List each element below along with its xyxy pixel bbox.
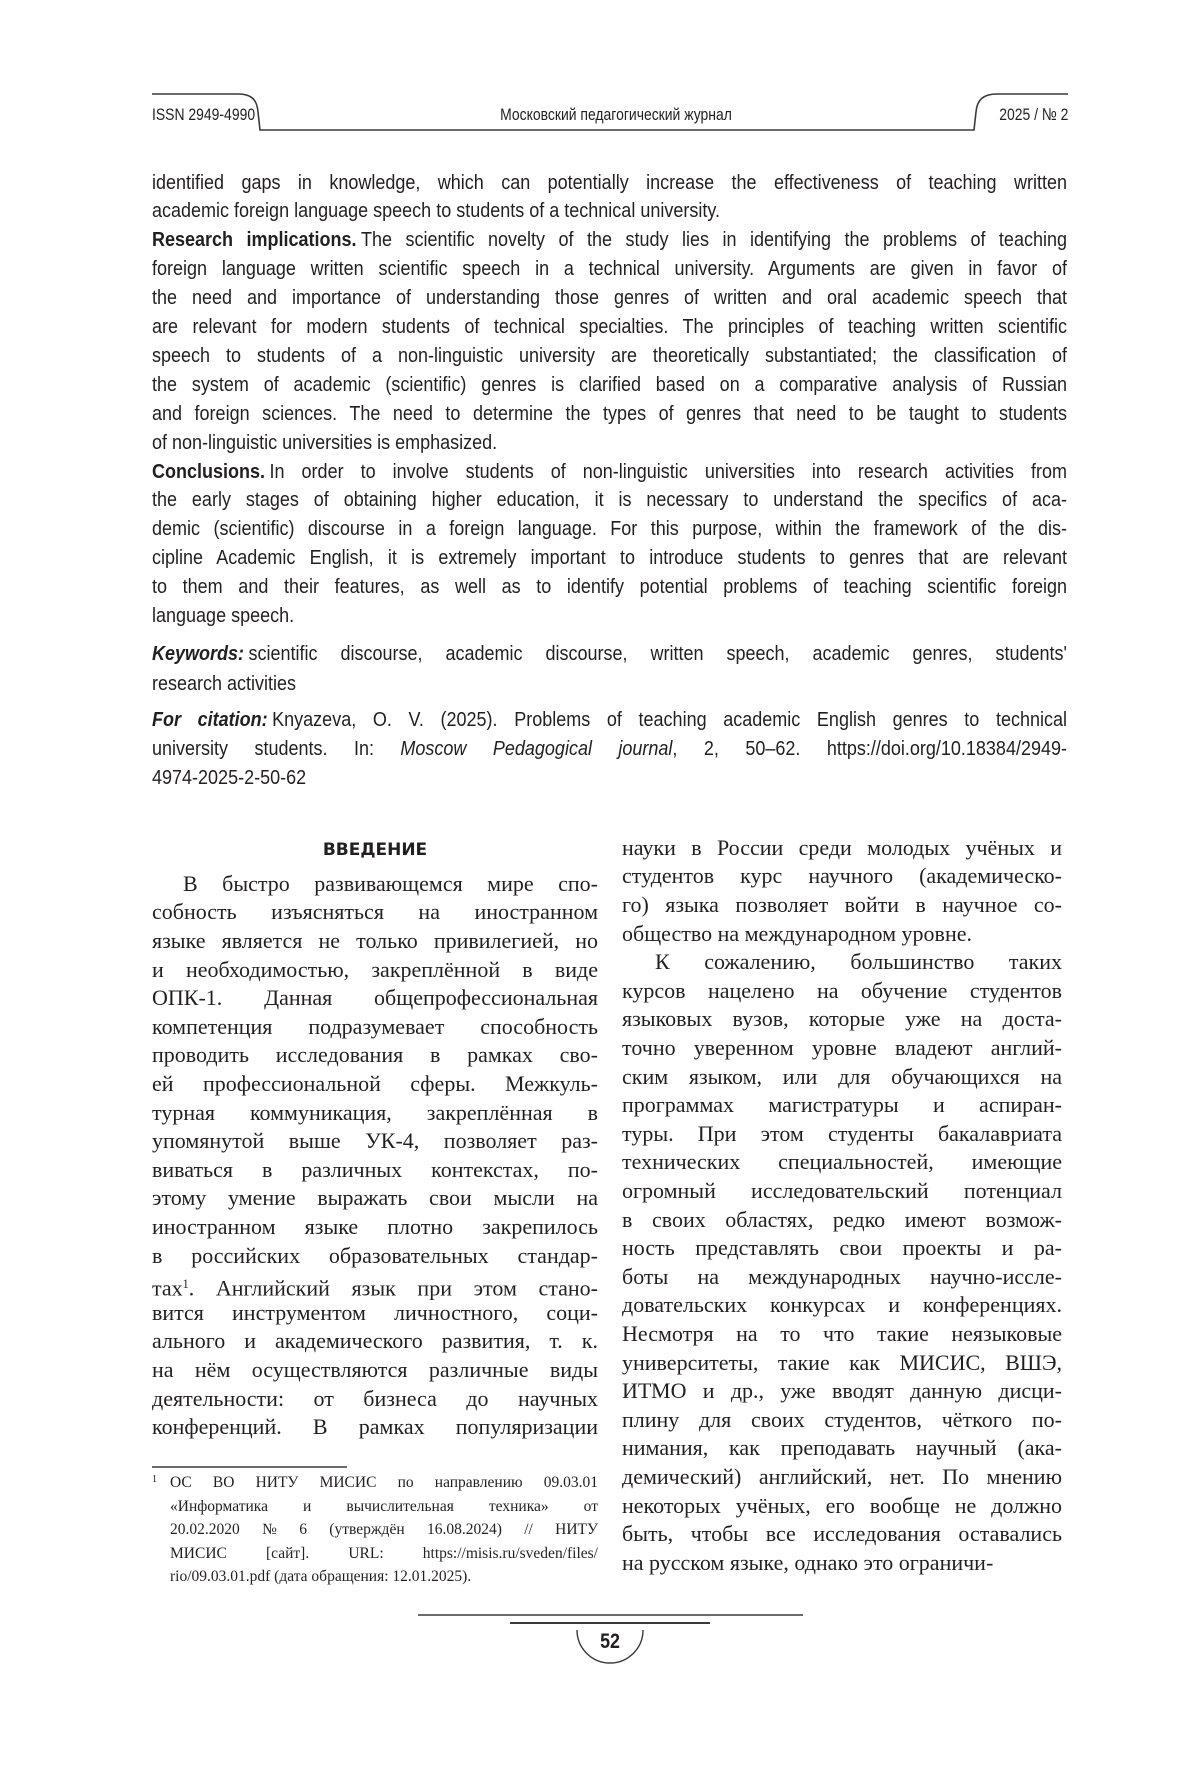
line-content	[152, 1013, 598, 1042]
line-content	[152, 255, 1067, 284]
text-line	[152, 371, 1169, 400]
line-content	[622, 891, 1062, 920]
page-number: 52	[568, 1629, 653, 1655]
line-content	[170, 1542, 598, 1566]
line-text: 4974-2025-2-50-62	[152, 767, 306, 789]
text-line	[152, 429, 536, 458]
line-text: и необходимостью, закреплённой в виде	[152, 957, 598, 982]
line-text: на русском языке, однако это ограничи-	[622, 1550, 993, 1575]
text-line	[622, 1234, 1062, 1263]
line-text: в своих областях, редко имеют возмож-	[622, 1207, 1062, 1232]
text-line	[622, 977, 1062, 1006]
line-content	[622, 1520, 1062, 1549]
text-line	[152, 1413, 598, 1442]
line-content	[152, 1242, 598, 1271]
text-line	[622, 1520, 1062, 1549]
line-text: этому умение выражать свои мысли на	[152, 1185, 598, 1210]
line-text: and foreign sciences. The need to determine the types of genres that need to be taught to students	[152, 403, 1067, 425]
line-content	[152, 515, 1067, 544]
text-line	[622, 1034, 1062, 1063]
line-content	[152, 313, 1067, 342]
text-line	[170, 1518, 598, 1542]
text-line	[170, 1565, 471, 1589]
line-content	[152, 573, 1067, 602]
text-line	[152, 169, 1169, 198]
text-line	[152, 640, 1169, 670]
line-content	[152, 1070, 598, 1099]
text-line	[622, 1377, 1062, 1406]
line-text: точно уверенном уровне владеют англий-	[622, 1035, 1062, 1060]
text-line	[152, 197, 783, 226]
line-text: нимания, как преподавать научный (ака-	[622, 1435, 1062, 1460]
line-content	[622, 1434, 1062, 1463]
line-text: ность представлять свои проекты и ра-	[622, 1235, 1062, 1260]
line-content	[152, 898, 598, 927]
line-text: на нём осуществляются различные виды	[152, 1357, 598, 1382]
text-line	[622, 1549, 993, 1578]
line-content	[622, 1206, 1062, 1235]
text-line	[152, 342, 1169, 371]
text-line	[622, 1005, 1062, 1034]
line-content	[622, 1291, 1062, 1320]
line-text: the early stages of obtaining higher education, it is necessary to understand the specifics of aca-	[152, 489, 1067, 511]
line-text: программах магистратуры и аспиран-	[622, 1092, 1062, 1117]
line-content	[622, 1406, 1062, 1435]
line-content	[152, 371, 1067, 400]
text-line	[152, 706, 1169, 735]
line-text: огромный исследовательский потенциал	[622, 1178, 1062, 1203]
line-segment: . Английский язык при этом стано-	[189, 1275, 598, 1300]
text-line	[622, 1263, 1062, 1292]
text-line	[152, 255, 1169, 284]
text-line	[152, 458, 1169, 487]
line-content	[622, 862, 1062, 891]
line-text: ИТМО и др., уже вводят данную дисци-	[622, 1378, 1062, 1403]
text-line	[152, 1385, 598, 1414]
text-line	[152, 670, 312, 700]
text-line	[170, 1495, 598, 1519]
text-line	[152, 544, 1169, 573]
line-text: 20.02.2020 № 6 (утверждён 16.08.2024) // НИТУ	[170, 1521, 598, 1538]
text-line	[152, 602, 310, 631]
text-line	[152, 313, 1169, 342]
line-content	[152, 1041, 598, 1070]
text-line	[622, 1492, 1062, 1521]
line-content	[622, 1148, 1062, 1177]
text-line	[622, 920, 972, 949]
line-text: В быстро развивающемся мире спо-	[183, 871, 598, 896]
line-text: иностранном языке плотно закрепилось	[152, 1214, 598, 1239]
line-content	[152, 1327, 598, 1356]
issn-label: ISSN 2949-4990	[152, 104, 255, 126]
line-content	[622, 1320, 1062, 1349]
line-content	[152, 1184, 598, 1213]
text-line	[152, 927, 598, 956]
text-line	[152, 573, 1169, 602]
text-line	[152, 1070, 598, 1099]
line-text: демический) английский, нет. По мнению	[622, 1464, 1062, 1489]
text-line	[170, 1542, 598, 1566]
line-text: ального и академического развития, т. к.	[152, 1328, 598, 1353]
text-line	[152, 1270, 598, 1299]
line-content	[152, 1127, 598, 1156]
text-line	[152, 486, 1169, 515]
line-content	[655, 948, 1062, 977]
text-line	[152, 400, 1169, 429]
line-content	[152, 1213, 598, 1242]
text-line	[152, 1156, 598, 1185]
text-line	[152, 1127, 598, 1156]
line-content	[152, 226, 1067, 255]
line-text: виваться в различных контекстах, по-	[152, 1157, 598, 1182]
line-content	[152, 1099, 598, 1128]
line-content	[152, 735, 1067, 764]
line-content	[622, 977, 1062, 1006]
line-text: of non-linguistic universities is emphasized.	[152, 432, 497, 454]
line-text: the system of academic (scientific) genres is clarified based on a comparative analysis of Russian	[152, 374, 1067, 396]
footnote-number: 1	[152, 1474, 157, 1485]
line-content	[622, 834, 1062, 863]
line-text: туры. При этом студенты бакалавриата	[622, 1121, 1062, 1146]
journal-name: Moscow Pedagogical journal	[400, 738, 672, 760]
line-content	[622, 1063, 1062, 1092]
line-content	[622, 1377, 1062, 1406]
line-content	[622, 1263, 1062, 1292]
text-line	[622, 1406, 1062, 1435]
line-text: науки в России среди молодых учёных и	[622, 835, 1062, 860]
text-line	[622, 1434, 1062, 1463]
line-text: языке является не только привилегией, но	[152, 928, 598, 953]
line-content	[152, 458, 1067, 487]
line-content	[152, 927, 598, 956]
line-text: языковых вузов, которые уже на доста-	[622, 1006, 1062, 1031]
line-content	[170, 1518, 598, 1542]
line-content	[152, 984, 598, 1013]
text-line	[152, 956, 598, 985]
text-line	[152, 226, 1169, 255]
line-content	[622, 1005, 1062, 1034]
line-content	[152, 1356, 598, 1385]
text-line	[152, 735, 1169, 764]
line-content	[622, 1034, 1062, 1063]
line-content	[152, 1299, 598, 1328]
line-text: турная коммуникация, закреплённая в	[152, 1100, 598, 1125]
text-line	[152, 1013, 598, 1042]
line-content	[152, 670, 296, 700]
line-content	[152, 429, 497, 458]
text-line	[622, 1206, 1062, 1235]
line-text: foreign language written scientific speech in a technical university. Arguments are given in favor of	[152, 258, 1067, 280]
line-text: МИСИС [сайт]. URL: https://misis.ru/sveden/files/	[170, 1545, 598, 1562]
line-content	[152, 544, 1067, 573]
line-content	[152, 342, 1067, 371]
paragraph-label: Research implications.	[152, 229, 357, 251]
text-line	[152, 984, 598, 1013]
line-text: студентов курс научного (академическо-	[622, 863, 1062, 888]
line-segment: , 2, 50–62. https://doi.org/10.18384/2949-	[672, 738, 1067, 760]
text-line	[183, 870, 598, 899]
line-text: «Информатика и вычислительная техника» от	[170, 1498, 598, 1515]
line-text: ским языком, или для обучающихся на	[622, 1064, 1062, 1089]
line-text: упомянутой выше УК-4, позволяет раз-	[152, 1128, 598, 1153]
text-line	[152, 1099, 598, 1128]
text-line	[622, 1177, 1062, 1206]
line-content	[622, 920, 972, 949]
paragraph-label: Conclusions.	[152, 461, 265, 483]
line-content	[622, 1549, 993, 1578]
issue-label: 2025 / № 2	[999, 104, 1068, 126]
line-text: К сожалению, большинство таких	[655, 949, 1062, 974]
line-segment: тах	[152, 1275, 183, 1300]
line-content	[152, 400, 1067, 429]
text-line	[622, 1291, 1062, 1320]
line-content	[622, 1234, 1062, 1263]
line-content	[170, 1471, 598, 1495]
line-content	[152, 197, 720, 226]
paragraph-label: For citation:	[152, 709, 268, 731]
line-content	[183, 870, 598, 899]
line-text: компетенция подразумевает способность	[152, 1014, 598, 1039]
line-text: ОС ВО НИТУ МИСИС по направлению 09.03.01	[170, 1474, 598, 1491]
text-line	[622, 1120, 1062, 1149]
line-content	[622, 1091, 1062, 1120]
line-text: курсов нацелено на обучение студентов	[622, 978, 1062, 1003]
line-text: деятельности: от бизнеса до научных	[152, 1386, 598, 1411]
line-text: Knyazeva, O. V. (2025). Problems of teaching academic English genres to technical	[272, 709, 1067, 731]
line-content	[622, 1120, 1062, 1149]
text-line	[152, 515, 1169, 544]
line-content	[152, 169, 1067, 198]
line-text: некоторых учёных, его вообще не должно	[622, 1493, 1062, 1518]
line-text: ОПК-1. Данная общепрофессиональная	[152, 985, 598, 1010]
line-text: cipline Academic English, it is extremely important to introduce students to genres that are relevant	[152, 547, 1067, 569]
line-content	[170, 1495, 598, 1519]
line-text: research activities	[152, 673, 296, 695]
line-text: In order to involve students of non-linguistic universities into research activities from	[270, 461, 1067, 483]
line-text: го) языка позволяет войти в научное со-	[622, 892, 1062, 917]
line-text: в российских образовательных стандар-	[152, 1243, 598, 1268]
text-line	[622, 862, 1062, 891]
line-content	[152, 764, 306, 793]
line-text: demic (scientific) discourse in a foreign language. For this purpose, within the framework of the dis-	[152, 518, 1067, 540]
line-text: собность изъясняться на иностранном	[152, 899, 598, 924]
line-text: language speech.	[152, 605, 294, 627]
line-content	[152, 486, 1067, 515]
text-line	[622, 1063, 1062, 1092]
text-line	[152, 1299, 598, 1328]
footnote-ref: 1	[183, 1277, 189, 1291]
line-content	[152, 1413, 598, 1442]
section-heading: ВВЕДЕНИЕ	[152, 838, 598, 862]
text-line	[622, 1320, 1062, 1349]
line-text: проводить исследования в рамках сво-	[152, 1042, 598, 1067]
journal-title: Московский педагогический журнал	[500, 104, 732, 126]
line-text: плину для своих студентов, чёткого по-	[622, 1407, 1062, 1432]
line-text: общество на международном уровне.	[622, 921, 972, 946]
line-content	[152, 1385, 598, 1414]
line-text: технических специальностей, имеющие	[622, 1149, 1062, 1174]
line-text: to them and their features, as well as to identify potential problems of teaching scientific foreign	[152, 576, 1067, 598]
line-content	[152, 640, 1067, 670]
text-line	[152, 764, 323, 793]
text-line	[152, 1327, 598, 1356]
text-line	[152, 1213, 598, 1242]
line-text: ей профессиональной сферы. Межкуль-	[152, 1071, 598, 1096]
text-line	[622, 891, 1062, 920]
line-text: The scientific novelty of the study lies in identifying the problems of teaching	[361, 229, 1067, 251]
line-text: быть, чтобы все исследования оставались	[622, 1521, 1062, 1546]
line-content	[622, 1177, 1062, 1206]
text-line	[152, 1356, 598, 1385]
text-line	[622, 1148, 1062, 1177]
text-line	[152, 1184, 598, 1213]
line-content	[622, 1463, 1062, 1492]
text-line	[170, 1471, 598, 1495]
line-content	[152, 284, 1067, 313]
text-line	[622, 1463, 1062, 1492]
line-text: Несмотря на то что такие неязыковые	[622, 1321, 1062, 1346]
text-line	[152, 284, 1169, 313]
text-line	[622, 1091, 1062, 1120]
line-text: the need and importance of understanding those genres of written and oral academic speech that	[152, 287, 1067, 309]
line-content	[152, 602, 294, 631]
text-line	[152, 1242, 598, 1271]
line-text: боты на международных научно-иссле-	[622, 1264, 1062, 1289]
line-text: вится инструментом личностного, соци-	[152, 1300, 598, 1325]
text-line	[622, 1349, 1062, 1378]
line-text: rio/09.03.01.pdf (дата обращения: 12.01.2025).	[170, 1568, 471, 1585]
line-text: scientific discourse, academic discourse, written speech, academic genres, students'	[249, 643, 1067, 665]
text-line	[622, 834, 1062, 863]
line-text: are relevant for modern students of technical specialties. The principles of teaching written scientific	[152, 316, 1067, 338]
paragraph-label: Keywords:	[152, 643, 244, 665]
line-text: speech to students of a non-linguistic university are theoretically substantiated; the classification of	[152, 345, 1067, 367]
line-text: довательских конкурсах и конференциях.	[622, 1292, 1062, 1317]
line-text: identified gaps in knowledge, which can potentially increase the effectiveness of teaching written	[152, 172, 1067, 194]
line-content	[152, 1156, 598, 1185]
line-content	[152, 956, 598, 985]
line-segment: university students. In:	[152, 738, 400, 760]
text-line	[152, 1041, 598, 1070]
line-content	[152, 706, 1067, 735]
text-line	[655, 948, 1062, 977]
line-content	[622, 1349, 1062, 1378]
line-text: конференций. В рамках популяризации	[152, 1414, 598, 1439]
line-text: университеты, такие как МИСИС, ВШЭ,	[622, 1350, 1062, 1375]
line-text: academic foreign language speech to students of a technical university.	[152, 200, 720, 222]
line-content	[170, 1565, 471, 1589]
line-content	[622, 1492, 1062, 1521]
text-line	[152, 898, 598, 927]
